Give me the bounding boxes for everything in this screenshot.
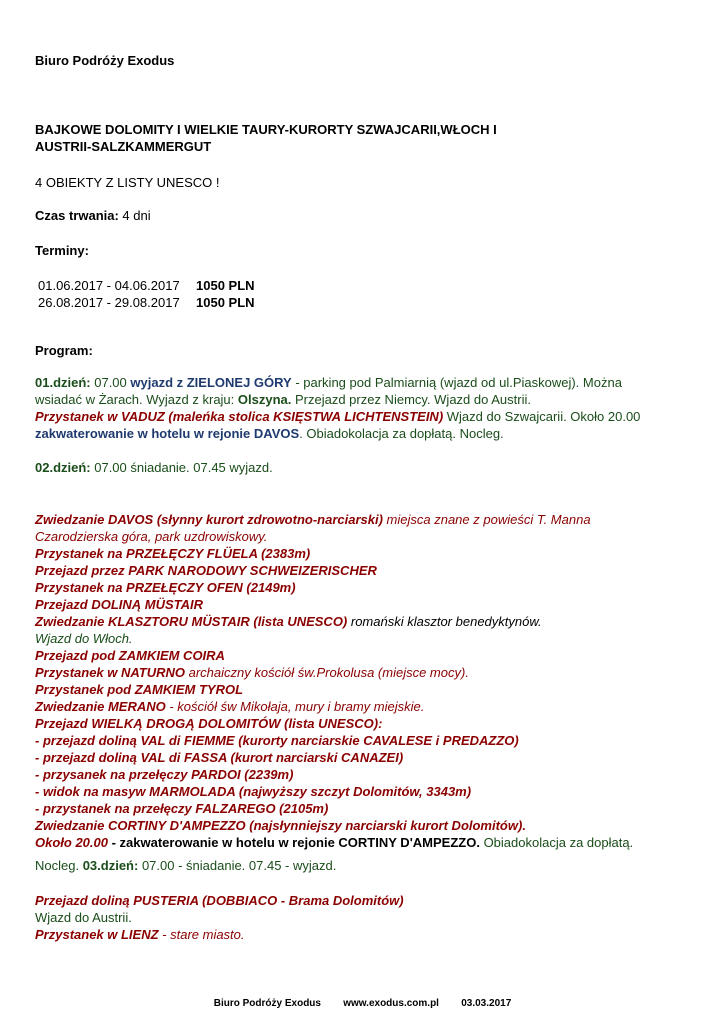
itinerary-line: Zwiedzanie MERANO - kościół św Mikołaja, mury i bramy miejskie. [35,699,425,714]
duration [35,207,151,224]
term-dates: 26.08.2017 - 29.08.2017 [38,295,180,310]
itinerary-line: Przystanek w LIENZ - stare miasto. [35,927,245,942]
itinerary-line: Przystanek pod ZAMKIEM TYROL [35,682,244,697]
itinerary-line: Zwiedzanie CORTINY D'AMPEZZO (najsłynniejszy narciarski kurort Dolomitów). [35,818,526,833]
term-price: 1050 PLN [196,278,255,293]
day1-label: 01.dzień: [35,375,91,390]
day3-label: 03.dzień: [82,858,139,873]
day3-header: Nocleg. 03.dzień: 07.00 - śniadanie. 07.45 - wyjazd. [35,858,337,873]
footer-company: Biuro Podróży Exodus [213,998,321,1009]
duration-value: 4 dni [118,208,151,223]
footer-website: www.exodus.com.pl [343,998,439,1009]
itinerary-line: - przystanek na przełęczy FALZAREGO (2105m) [35,801,329,816]
tour-title-line-1: BAJKOWE DOLOMITY I WIELKIE TAURY-KURORTY SZWAJCARII,WŁOCH I [35,122,497,137]
day2-header: 02.dzień: 07.00 śniadanie. 07.45 wyjazd. [35,460,273,475]
itinerary-line: Wjazd do Włoch. [35,631,133,646]
company-header: Biuro Podróży Exodus [35,53,175,68]
footer-date: 03.03.2017 [461,998,512,1009]
day1-block: 01.dzień: 07.00 wyjazd z ZIELONEJ GÓRY - parking pod Palmiarnią (wjazd od ul.Piaskowej). Można wsiadać w Żarach. Wyjazd z kraju: Olszyna. Przejazd przez Niemcy. Wjazd do Austrii. Przystanek w VADUZ (maleńka stolica KSIĘSTWA LICHTENSTEIN) Wjazd do Szwajcarii. Około 20.00 zakwaterowanie w hotelu w rejonie DAVOS. Obiadokolacja za dopłatą. Nocleg. [35,375,641,441]
itinerary-line: - przejazd doliną VAL di FIEMME (kurorty narciarskie CAVALESE i PREDAZZO) [35,733,519,748]
itinerary-line: Przejazd DOLINĄ MÜSTAIR [35,597,204,612]
itinerary-line: - widok na masyw MARMOLADA (najwyższy szczyt Dolomitów, 3343m) [35,784,472,799]
itinerary-line: Zwiedzanie DAVOS (słynny kurort zdrowotno-narciarski) miejsca znane z powieści T. Manna [35,512,591,527]
itinerary-line: Przystanek na PRZEŁĘCZY FLÜELA (2383m) [35,546,311,561]
day2-label: 02.dzień: [35,460,91,475]
itinerary-line: Przystanek na PRZEŁĘCZY OFEN (2149m) [35,580,296,595]
terms-row [38,277,255,294]
itinerary-line: Przejazd WIELKĄ DROGĄ DOLOMITÓW (lista UNESCO): [35,716,383,731]
day3-itinerary [35,892,404,943]
day2-itinerary [35,511,633,851]
itinerary-line: Przejazd doliną PUSTERIA (DOBBIACO - Brama Dolomitów) [35,893,404,908]
itinerary-line: Przejazd przez PARK NARODOWY SCHWEIZERISCHER [35,563,377,578]
itinerary-line: - przejazd doliną VAL di FASSA (kurort narciarski CANAZEI) [35,750,404,765]
unesco-note: 4 OBIEKTY Z LISTY UNESCO ! [35,175,220,190]
terms-row [38,294,255,311]
departure-place: wyjazd z ZIELONEJ GÓRY [130,375,292,390]
terms-table [38,277,255,311]
terms-label: Terminy: [35,243,89,258]
itinerary-line: Wjazd do Austrii. [35,910,132,925]
itinerary-line: Przejazd pod ZAMKIEM COIRA [35,648,225,663]
page-footer [0,998,725,1009]
tour-title [35,121,497,155]
duration-label: Czas trwania: [35,208,119,223]
itinerary-line: Zwiedzanie KLASZTORU MÜSTAIR (lista UNESCO) romański klasztor benedyktynów. [35,614,542,629]
tour-title-line-2: AUSTRII-SALZKAMMERGUT [35,139,212,154]
itinerary-line: Około 20.00 - zakwaterowanie w hotelu w rejonie CORTINY D'AMPEZZO. Obiadokolacja za dopłatą. [35,835,634,850]
term-price: 1050 PLN [196,295,255,310]
itinerary-line: Czarodzierska góra, park uzdrowiskowy. [35,529,268,544]
itinerary-line: Przystanek w NATURNO archaiczny kościół św.Prokolusa (miejsce mocy). [35,665,469,680]
itinerary-line: - przysanek na przełęczy PARDOI (2239m) [35,767,294,782]
program-label: Program: [35,343,93,358]
term-dates: 01.06.2017 - 04.06.2017 [38,278,180,293]
